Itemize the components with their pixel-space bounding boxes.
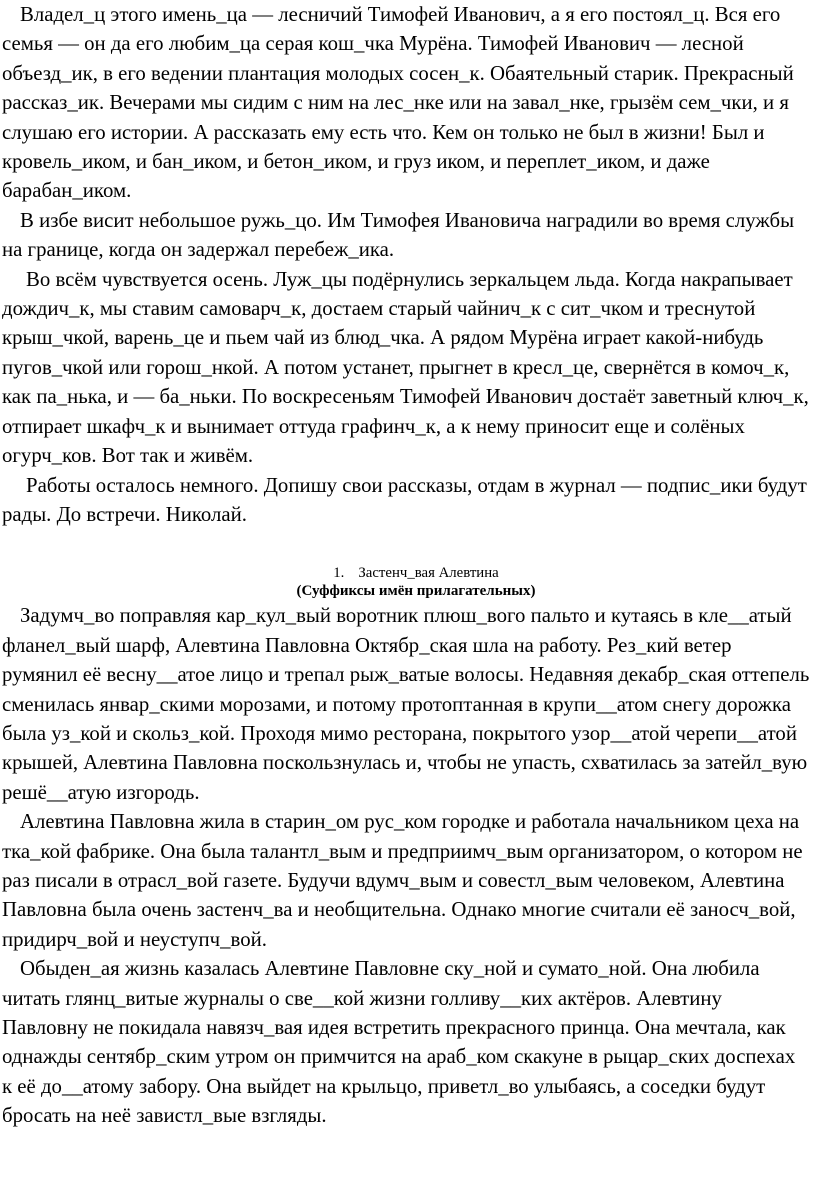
paragraph-3: Во всём чувствуется осень. Луж_цы подёрнулись зеркальцем льда. Когда накрапывает дождич_к, мы ставим самоварч_к, достаем старый чайнич_к с сит_чком и треснутой крыш_чкой, варень_це и пьем чай из блюд_чка. А рядом Мурёна играет какой-нибудь пугов_чкой или горош_нкой. А потом устанет, прыгнет в кресл_це, свернётся в комоч_к, как па_нька, и — ба_ньки. По воскресеньям Тимофей Иванович достаёт заветный ключ_к, отпирает шкафч_к и вынимает оттуда графинч_к, а к нему приносит еще и солёных огурч_ков. Вот так и живём. [2, 267, 809, 468]
section-number: 1. [333, 565, 345, 582]
section-subtitle: (Суффиксы имён прилагательных) [296, 583, 536, 600]
section-title [2, 565, 810, 582]
section-heading [2, 565, 810, 600]
paragraph-2: В избе висит небольшое ружь_цо. Им Тимофея Ивановича наградили во время службы на границе, когда он задержал перебеж_ика. [2, 208, 795, 262]
paragraph-4: Работы осталось немного. Допишу свои рассказы, отдам в журнал — подпис_ики будут рады. До встречи. Николай. [2, 473, 807, 526]
paragraph-5: Задумч_во поправляя кар_кул_вый воротник плюш_вого пальто и кутаясь в кле__атый фланел_вый шарф, Алевтина Павловна Октябр_ская шла на работу. Рез_кий ветер румянил её весну__атое лицо и трепал рыж_ватые волосы. Недавняя декабр_ская оттепель сменилась январ_скими морозами, и потому протоптанная в крупи__атом снегу дорожка была уз_кой и скольз_кой. Проходя мимо ресторана, покрытого узор__атой черепи__атой крышей, Алевтина Павловна поскользнулась и, чтобы не упасть, схватилась за затейл_вую решё__атую изгородь. [2, 604, 810, 804]
section-title-text: Застенч_вая Алевтина [358, 565, 499, 582]
paragraph-7: Обыден_ая жизнь казалась Алевтине Павловне ску_ной и сумато_ной. Она любила читать глянц_витые журналы о све__кой жизни голливу__ких актёров. Алевтину Павловну не покидала навязч_вая идея встретить прекрасного принца. Она мечтала, как однажды сентябр_ским утром он примчится на араб_ком скакуне в рыцар_ских доспехах к её до__атому забору. Она выйдет на крыльцо, приветл_во улыбаясь, а соседки будут бросать на неё завистл_вые взгляды. [2, 957, 796, 1128]
exercise-text [2, 601, 810, 1130]
paragraph-6: Алевтина Павловна жила в старин_ом рус_ком городке и работала начальником цеха на тка_кой фабрике. Она была талантл_вым и предприимч_вым организатором, о котором не раз писали в отрасл_вой газете. Будучи вдумч_вым и совестл_вым человеком, Алевтина Павловна была очень застенч_ва и необщительна. Однако многие считали её заносч_вой, придирч_вой и неуступч_вой. [2, 810, 803, 951]
letter-text [2, 0, 810, 529]
paragraph-1: Владел_ц этого имень_ца — лесничий Тимофей Иванович, а я его постоял_ц. Вся его семья — он да его любим_ца серая кош_чка Мурёна. Тимофей Иванович — лесной объезд_ик, в его ведении плантация молодых сосен_к. Обаятельный старик. Прекрасный рассказ_ик. Вечерами мы сидим с ним на лес_нке или на завал_нке, грызём сем_чки, и я слушаю его истории. А рассказать ему есть что. Кем он только не был в жизни! Был и кровель_иком, и бан_иком, и бетон_иком, и груз иком, и переплет_иком, и даже барабан_иком. [2, 3, 794, 203]
